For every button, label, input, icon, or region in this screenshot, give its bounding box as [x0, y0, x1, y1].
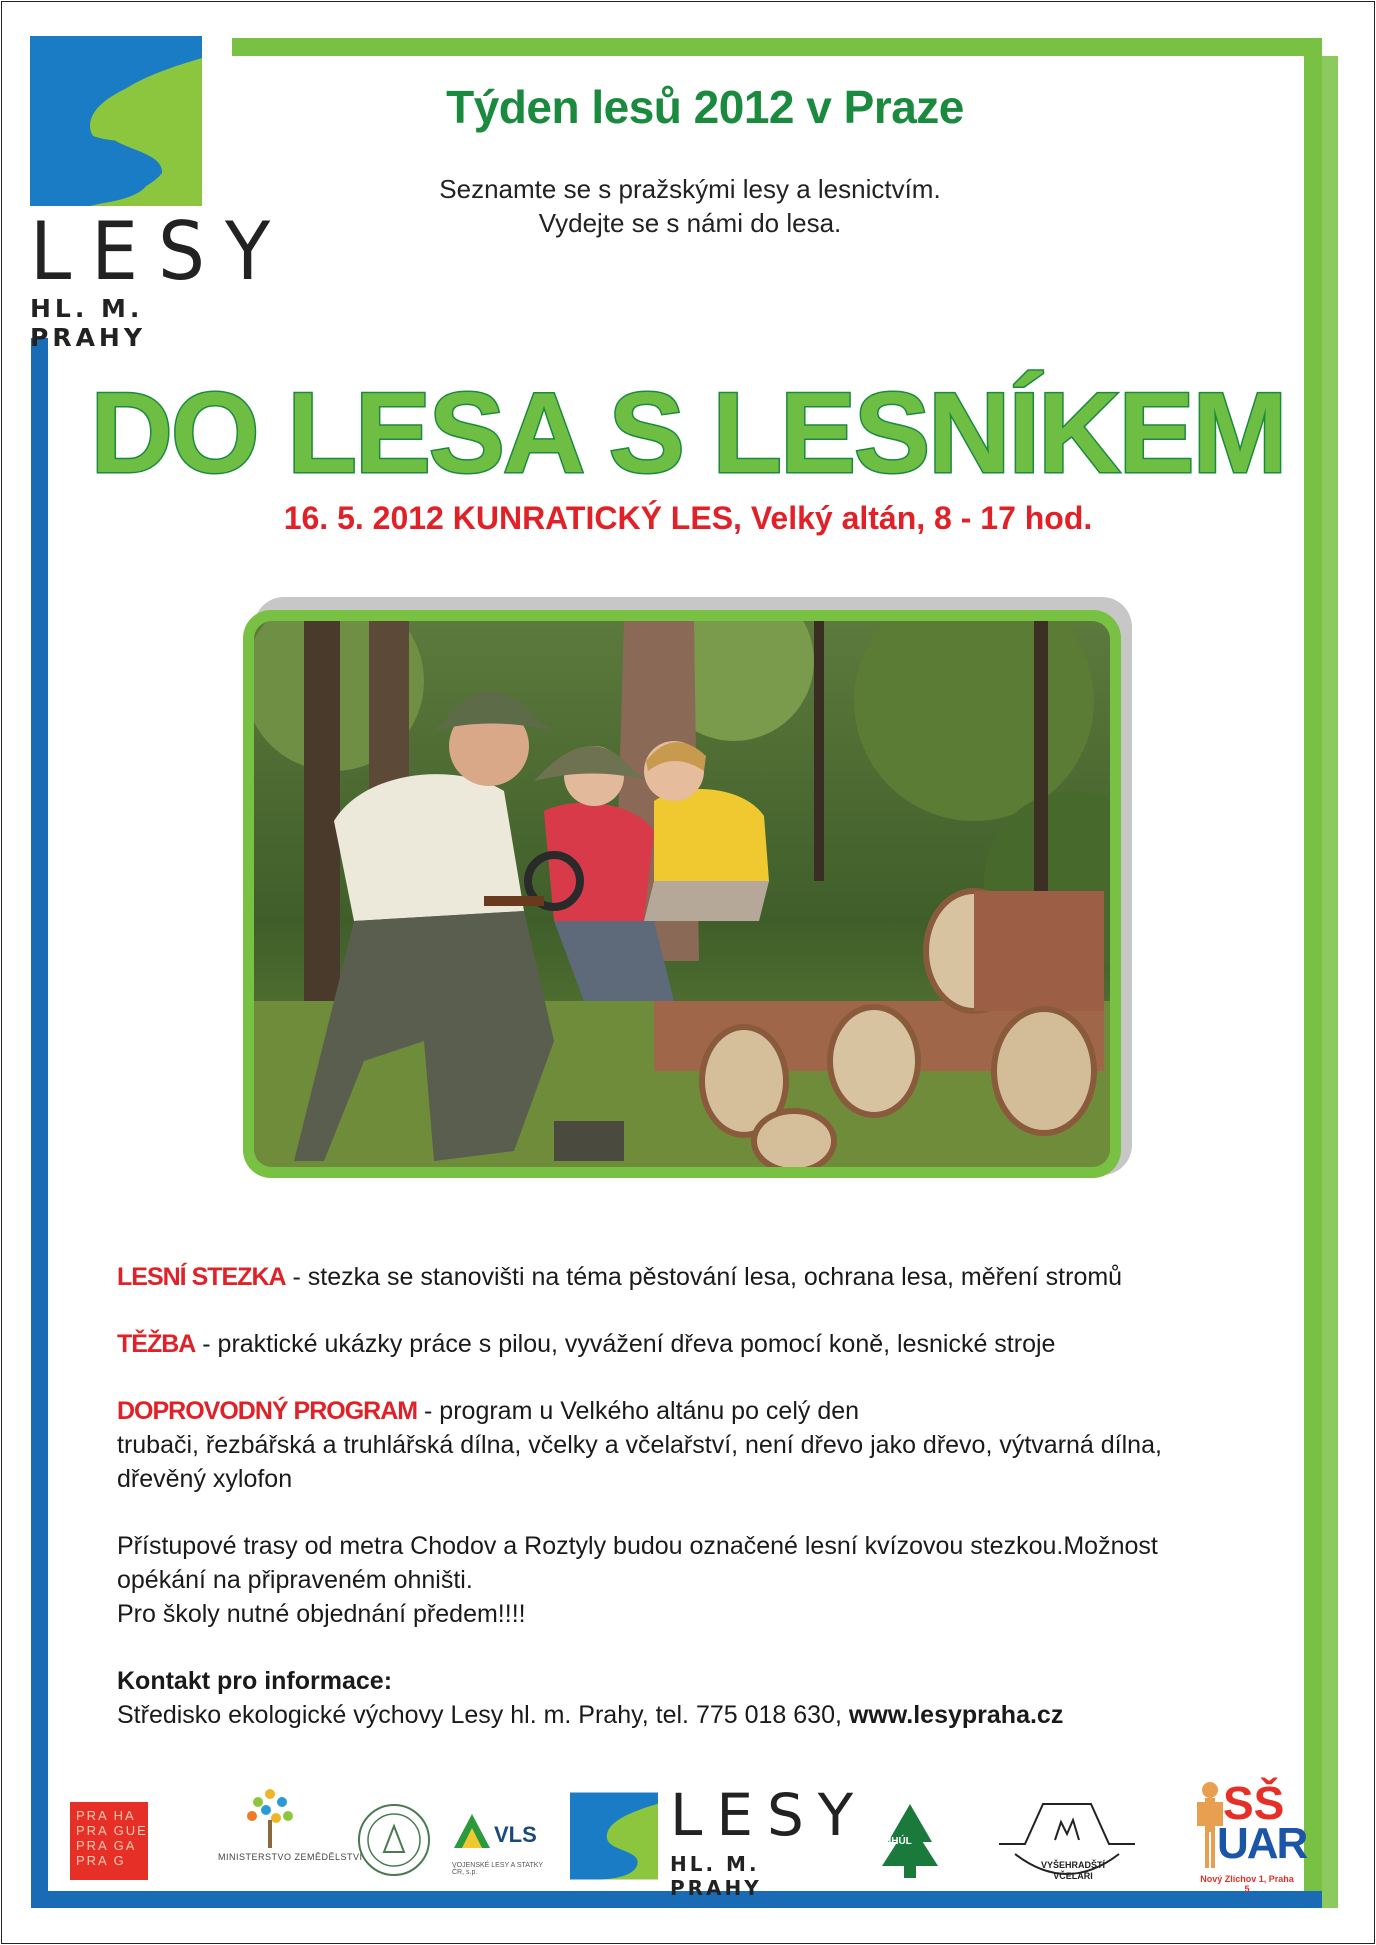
access-line-2: opékání na připraveném ohništi. [117, 1566, 473, 1594]
frame-bar-top [232, 38, 1322, 56]
uhul-logo [880, 1802, 940, 1880]
lesy-logo-mark [30, 36, 202, 206]
intro-line-1: Seznamte se s pražskými lesy a lesnictvím. [439, 174, 941, 204]
ss-address: Nový Zlíchov 1, Praha 5 [1200, 1874, 1294, 1894]
side-program-text: - program u Velkého altánu po celý den [417, 1397, 860, 1425]
praha-logo-line: PRA GA [76, 1838, 137, 1853]
uar-label: UAR [1217, 1819, 1307, 1868]
access-line-3: Pro školy nutné objednání předem!!!! [117, 1600, 526, 1628]
vcelari-logo [995, 1794, 1140, 1886]
praha-logo [70, 1802, 148, 1880]
trail-keyword: LESNÍ STEZKA [117, 1263, 286, 1291]
side-program-line-2: trubači, řezbářská a truhlářská dílna, včelky a včelařství, není dřevo jako dřevo, výtvarná dílna, [117, 1431, 1162, 1459]
contact-website-link[interactable]: www.lesypraha.cz [848, 1701, 1064, 1729]
vcelari-label: VYŠEHRADŠTÍ VČELAŘI [1040, 1860, 1105, 1881]
uhul-label: ÚHÚL [884, 1836, 912, 1847]
sponsor-logos [60, 1770, 1307, 1900]
frame-bar-left [31, 338, 48, 1908]
logo-word: LESY [30, 205, 291, 299]
vls-sublabel: VOJENSKÉ LESY A STATKY ČR, s.p. [452, 1862, 543, 1876]
trail-text: - stezka se stanovišti na téma pěstování lesa, ochrana lesa, měření stromů [285, 1263, 1123, 1291]
lesy-small-word: LESY [670, 1781, 868, 1849]
contact-line [117, 1698, 1297, 1732]
side-program-line-3: dřevěný xylofon [117, 1465, 293, 1493]
praha-logo-line: PRA HA [76, 1808, 136, 1823]
lesy-logo-small [570, 1781, 868, 1900]
lesy-logo [30, 36, 291, 352]
event-details: 16. 5. 2012 KUNRATICKÝ LES, Velký altán, 8 - 17 hod. [283, 500, 1093, 536]
frame-bar-right-shadow [1322, 56, 1338, 1908]
trail-item [117, 1260, 1297, 1294]
side-program-keyword: DOPROVODNÝ PROGRAM [117, 1397, 418, 1425]
photo-frame [243, 610, 1121, 1178]
access-line-1: Přístupové trasy od metra Chodov a Roztyly budou označené lesní kvízovou stezkou.Možnost [117, 1532, 1158, 1560]
vls-logo [452, 1810, 542, 1874]
praha-logo-line: PRA GUE [76, 1823, 148, 1838]
vls-label: VLS [494, 1822, 537, 1847]
forest-photo [254, 621, 1110, 1167]
seal-logo [358, 1804, 430, 1876]
ministry-label: MINISTERSTVO ZEMĚDĚLSTVÍ [218, 1852, 363, 1862]
praha-logo-line: PRA G [76, 1853, 126, 1868]
contact-heading: Kontakt pro informace: [117, 1667, 393, 1695]
program-section [117, 1260, 1297, 1732]
frame-bar-right [1304, 38, 1322, 1908]
contact-text: Středisko ekologické výchovy Lesy hl. m. Prahy, tel. 775 018 630, [117, 1701, 849, 1729]
logo-subtitle: HL. M. PRAHY [30, 294, 146, 352]
intro-text [330, 172, 1050, 240]
ss-label: SŠ [1223, 1777, 1285, 1829]
harvest-keyword: TĚŽBA [117, 1330, 196, 1358]
harvest-item [117, 1327, 1297, 1361]
harvest-text: - praktické ukázky práce s pilou, vyvážení dřeva pomocí koně, lesnické stroje [195, 1330, 1056, 1358]
ministry-logo [180, 1782, 370, 1874]
lesy-small-sub: HL. M. PRAHY [670, 1852, 762, 1900]
side-program-item [117, 1394, 1297, 1428]
headline: DO LESA S LESNÍKEM [90, 370, 1286, 497]
ss-uar-logo [1195, 1777, 1307, 1894]
intro-line-2: Vydejte se s námi do lesa. [538, 208, 842, 238]
page-title: Týden lesů 2012 v Praze [446, 81, 964, 133]
